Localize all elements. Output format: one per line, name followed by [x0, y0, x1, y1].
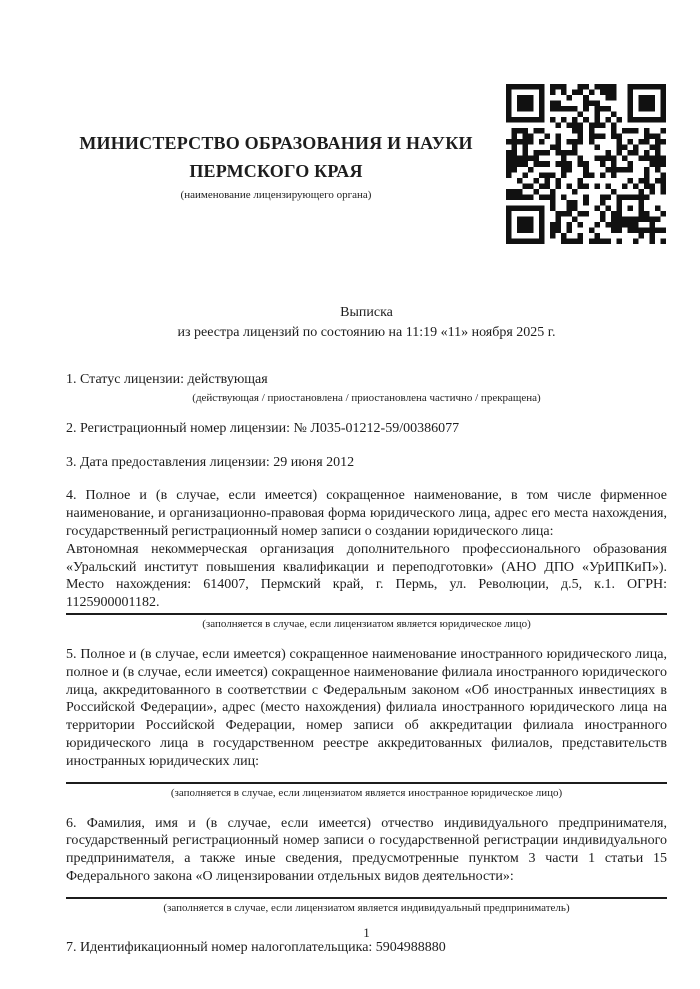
field-individual-entrepreneur-text: 6. Фамилия, имя и (в случае, если имеется) отчество индивидуального предпринимателя, государственный регистрационный номер записи о государственной регистрации индивидуального предпринимателя, а также иные сведения, предусмотренные пунктом 3 части 1 статьи 15 Федерального закона «О лицензировании отдельных видов деятельности»:: [66, 815, 667, 884]
field-individual-entrepreneur-footnote: (заполняется в случае, если лицензиатом является индивидуальный предприниматель): [163, 901, 570, 914]
field-legal-entity-text: 4. Полное и (в случае, если имеется) сокращенное наименование, в том числе фирменное наименование, и организационно-правовая форма юридического лица, адрес его места нахождения, государственный регистрационный номер записи о создании юридического лица:: [66, 488, 667, 539]
authority-name-caption: (наименование лицензирующего органа): [180, 189, 372, 201]
licensing-authority-name-block: [0, 129, 552, 202]
fill-in-rule: [66, 896, 667, 899]
document-title-line2: из реестра лицензий по состоянию на 11:19 «11» ноября 2025 г.: [177, 325, 556, 340]
field-legal-entity: [66, 487, 667, 631]
field-foreign-entity-text: 5. Полное и (в случае, если имеется) сокращенное наименование иностранного юридического лица, полное и (в случае, если имеется) сокращенное наименование филиала иностранного юридического лица, аккредитованного в соответствии с Федеральным законом «Об иностранных инвестициях в Российской Федерации», адрес (место нахождения) филиала иностранного юридического лица на территории Российской Федерации, номер записи об аккредитации филиала иностранного юридического лица в государственном реестре аккредитованных филиалов, представительств иностранных юридических лиц:: [66, 646, 667, 769]
field-legal-entity-value: Автономная некоммерческая организация дополнительного профессионального образования «Уральский институт повышения квалификации и переподготовки» (АНО ДПО «УрИПКиП»). Место нахождения: 614007, Пермский край, г. Пермь, ул. Революции, д.5, к.1. ОГРН: 1125900001182.: [66, 541, 667, 611]
field-registration-number: [66, 420, 667, 438]
authority-name-line2: ПЕРМСКОГО КРАЯ: [189, 161, 363, 181]
field-individual-entrepreneur: [66, 815, 667, 915]
field-foreign-entity: [66, 646, 667, 800]
field-legal-entity-footnote: (заполняется в случае, если лицензиатом является юридическое лицо): [202, 617, 531, 630]
field-grant-date: [66, 454, 667, 472]
authority-name-line1: МИНИСТЕРСТВО ОБРАЗОВАНИЯ И НАУКИ: [79, 133, 473, 153]
field-taxpayer-number: [66, 939, 667, 957]
fill-in-rule: [66, 612, 667, 615]
field-foreign-entity-footnote: (заполняется в случае, если лицензиатом является иностранное юридическое лицо): [170, 786, 563, 799]
field-license-status: [66, 371, 667, 405]
empty-value-line: [66, 771, 667, 781]
field-license-status-footnote: (действующая / приостановлена / приостановлена частично / прекращена): [192, 391, 541, 404]
page-number: 1: [363, 925, 370, 940]
empty-value-line: [66, 886, 667, 896]
document-title: [66, 303, 667, 343]
field-taxpayer-number-text: 7. Идентификационный номер налогоплательщика: 5904988880: [66, 939, 446, 955]
field-registration-number-text: 2. Регистрационный номер лицензии: № Л035-01212-59/00386077: [66, 420, 460, 436]
field-grant-date-text: 3. Дата предоставления лицензии: 29 июня 2012: [66, 454, 355, 470]
qr-code-icon: [506, 84, 666, 244]
document-title-line1: Выписка: [340, 305, 393, 320]
fill-in-rule: [66, 781, 667, 784]
field-license-status-text: 1. Статус лицензии: действующая: [66, 372, 268, 387]
license-fields-list: [66, 371, 667, 957]
licensing-authority-header: [0, 0, 700, 245]
